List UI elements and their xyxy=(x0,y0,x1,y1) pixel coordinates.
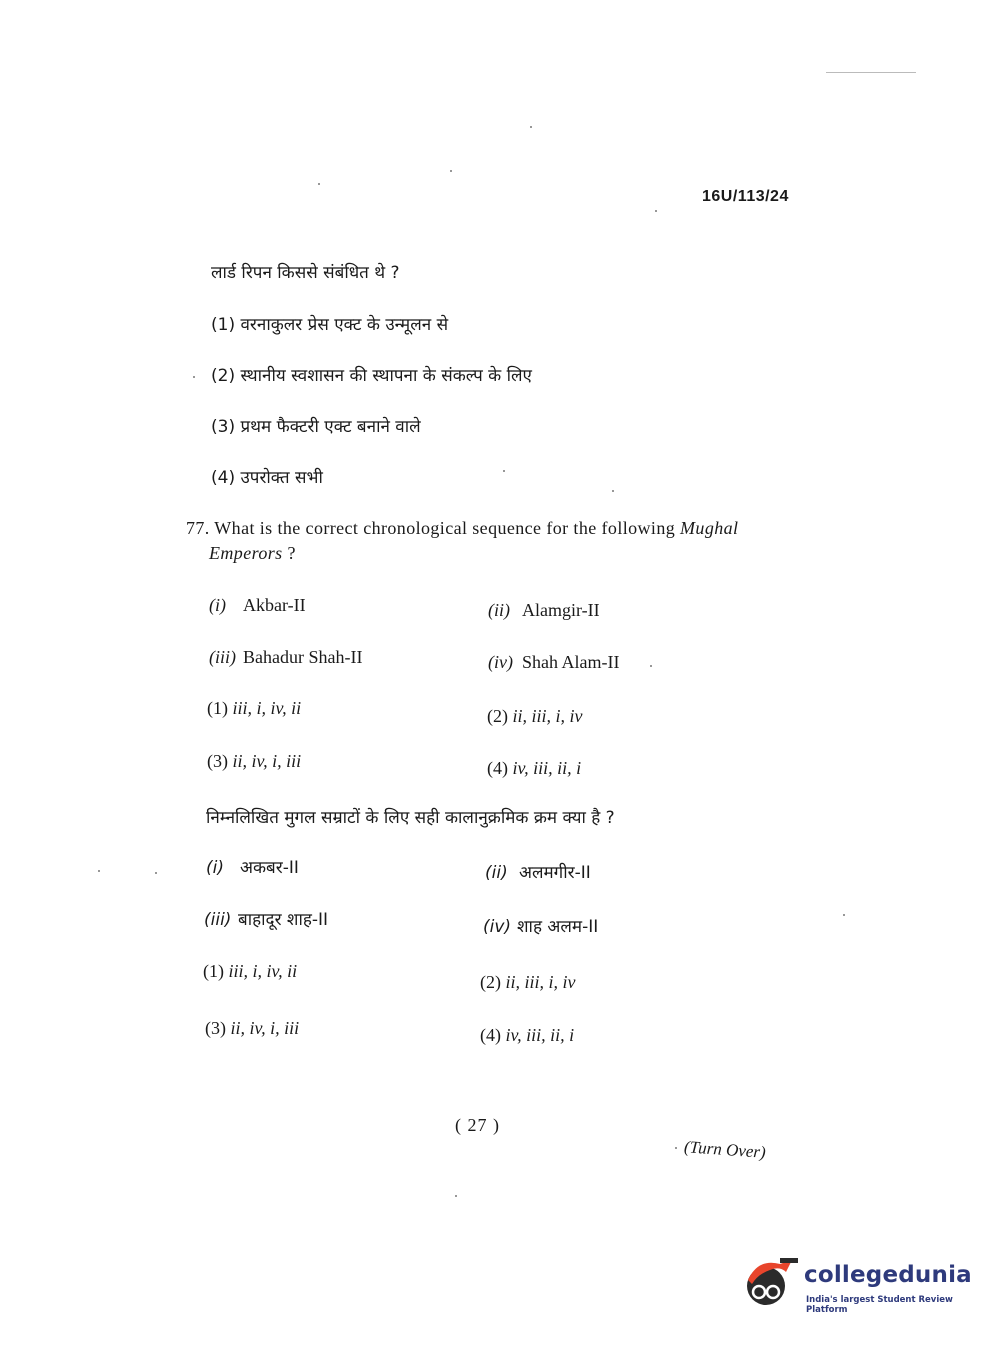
q76-hindi-question: लार्ड रिपन किससे संबंधित थे ? xyxy=(211,263,400,283)
q77-hindi-option-1 xyxy=(203,961,297,982)
item-text: Akbar-II xyxy=(243,595,306,615)
q77-item-iv xyxy=(488,652,619,673)
paper-code: 16U/113/24 xyxy=(702,188,789,205)
scan-speck xyxy=(650,665,652,667)
option-number: (4) xyxy=(480,1025,501,1045)
option-number: (1) xyxy=(207,698,228,718)
q77-hindi-option-4 xyxy=(480,1025,574,1046)
q77-hindi-item-iv xyxy=(483,914,598,937)
item-number: (iv) xyxy=(488,652,513,672)
q77-hindi-item-ii xyxy=(485,860,591,883)
scan-speck xyxy=(530,126,532,128)
q77-option-4 xyxy=(487,758,581,779)
q77-number: 77. xyxy=(186,518,210,538)
scan-speck xyxy=(155,872,157,874)
q77-question-text: What is the correct chronological sequence for the following xyxy=(214,518,676,538)
scan-speck xyxy=(675,1147,677,1149)
option-text: iv, iii, ii, i xyxy=(505,1025,575,1045)
scan-speck xyxy=(450,170,452,172)
page-number: ( 27 ) xyxy=(455,1115,500,1135)
q76-hindi-option-3: (3) प्रथम फैक्टरी एक्ट बनाने वाले xyxy=(211,417,421,437)
q77-hindi-option-2 xyxy=(480,972,576,993)
option-number: (2) xyxy=(487,706,508,726)
scan-line xyxy=(826,72,916,73)
option-number: (2) xyxy=(480,972,501,992)
item-text: अलमगीर-II xyxy=(519,863,591,883)
q77-question-mughal: Mughal xyxy=(680,518,739,538)
item-text: शाह अलम-II xyxy=(517,917,599,937)
item-number: (iii) xyxy=(209,647,236,667)
item-text: Bahadur Shah-II xyxy=(243,647,363,667)
item-number: (iii) xyxy=(204,910,232,930)
q77-item-i xyxy=(209,595,306,616)
option-text: ii, iv, i, iii xyxy=(230,1018,300,1038)
item-number: (iv) xyxy=(483,917,512,937)
item-text: Shah Alam-II xyxy=(522,652,620,672)
q77-item-iii xyxy=(209,647,362,668)
item-text: अकबर-II xyxy=(240,858,299,878)
collegedunia-name: collegedunia xyxy=(804,1262,972,1288)
q77-hindi-question: निम्नलिखित मुगल सम्राटों के लिए सही कालानुक्रमिक क्रम क्या है ? xyxy=(206,808,615,828)
q77-question-mark: ? xyxy=(287,543,296,563)
turn-over-label: (Turn Over) xyxy=(683,1137,767,1162)
q77-hindi-item-i xyxy=(206,855,299,878)
q77-hindi-option-3 xyxy=(205,1018,299,1039)
item-number: (ii) xyxy=(485,863,508,883)
option-text: iii, i, iv, ii xyxy=(228,961,298,981)
q77-question-emperors: Emperors xyxy=(209,543,283,563)
option-text: ii, iii, i, iv xyxy=(512,706,583,726)
q76-hindi-option-1: (1) वरनाकुलर प्रेस एक्ट के उन्मूलन से xyxy=(211,315,449,335)
scan-speck xyxy=(612,490,614,492)
item-text: Alamgir-II xyxy=(522,600,600,620)
item-text: बाहादूर शाह-II xyxy=(238,910,329,930)
option-text: ii, iv, i, iii xyxy=(232,751,302,771)
option-number: (3) xyxy=(205,1018,226,1038)
collegedunia-watermark[interactable] xyxy=(740,1250,970,1320)
q77-option-3 xyxy=(207,751,301,772)
q77-hindi-item-iii xyxy=(204,907,328,930)
scan-speck xyxy=(318,183,320,185)
scan-speck xyxy=(655,210,657,212)
option-text: iii, i, iv, ii xyxy=(232,698,302,718)
q77-option-1 xyxy=(207,698,301,719)
item-number: (ii) xyxy=(488,600,510,620)
collegedunia-logo-icon xyxy=(740,1250,802,1312)
q77-item-ii xyxy=(488,600,600,621)
scan-speck xyxy=(843,914,845,916)
option-number: (3) xyxy=(207,751,228,771)
option-number: (1) xyxy=(203,961,224,981)
option-text: ii, iii, i, iv xyxy=(505,972,576,992)
q77-option-2 xyxy=(487,706,583,727)
scan-speck xyxy=(503,470,505,472)
item-number: (i) xyxy=(206,858,224,878)
scan-speck xyxy=(98,870,100,872)
q77-question-line-1 xyxy=(186,518,738,539)
scan-speck xyxy=(455,1195,457,1197)
collegedunia-tagline: India's largest Student Review Platform xyxy=(806,1295,953,1315)
option-number: (4) xyxy=(487,758,508,778)
item-number: (i) xyxy=(209,595,226,615)
q77-question-line-2 xyxy=(209,543,296,564)
q76-hindi-option-2: (2) स्थानीय स्वशासन की स्थापना के संकल्प के लिए xyxy=(211,366,532,386)
q76-hindi-option-4: (4) उपरोक्त सभी xyxy=(211,468,323,488)
option-text: iv, iii, ii, i xyxy=(512,758,582,778)
scan-speck xyxy=(193,376,195,378)
